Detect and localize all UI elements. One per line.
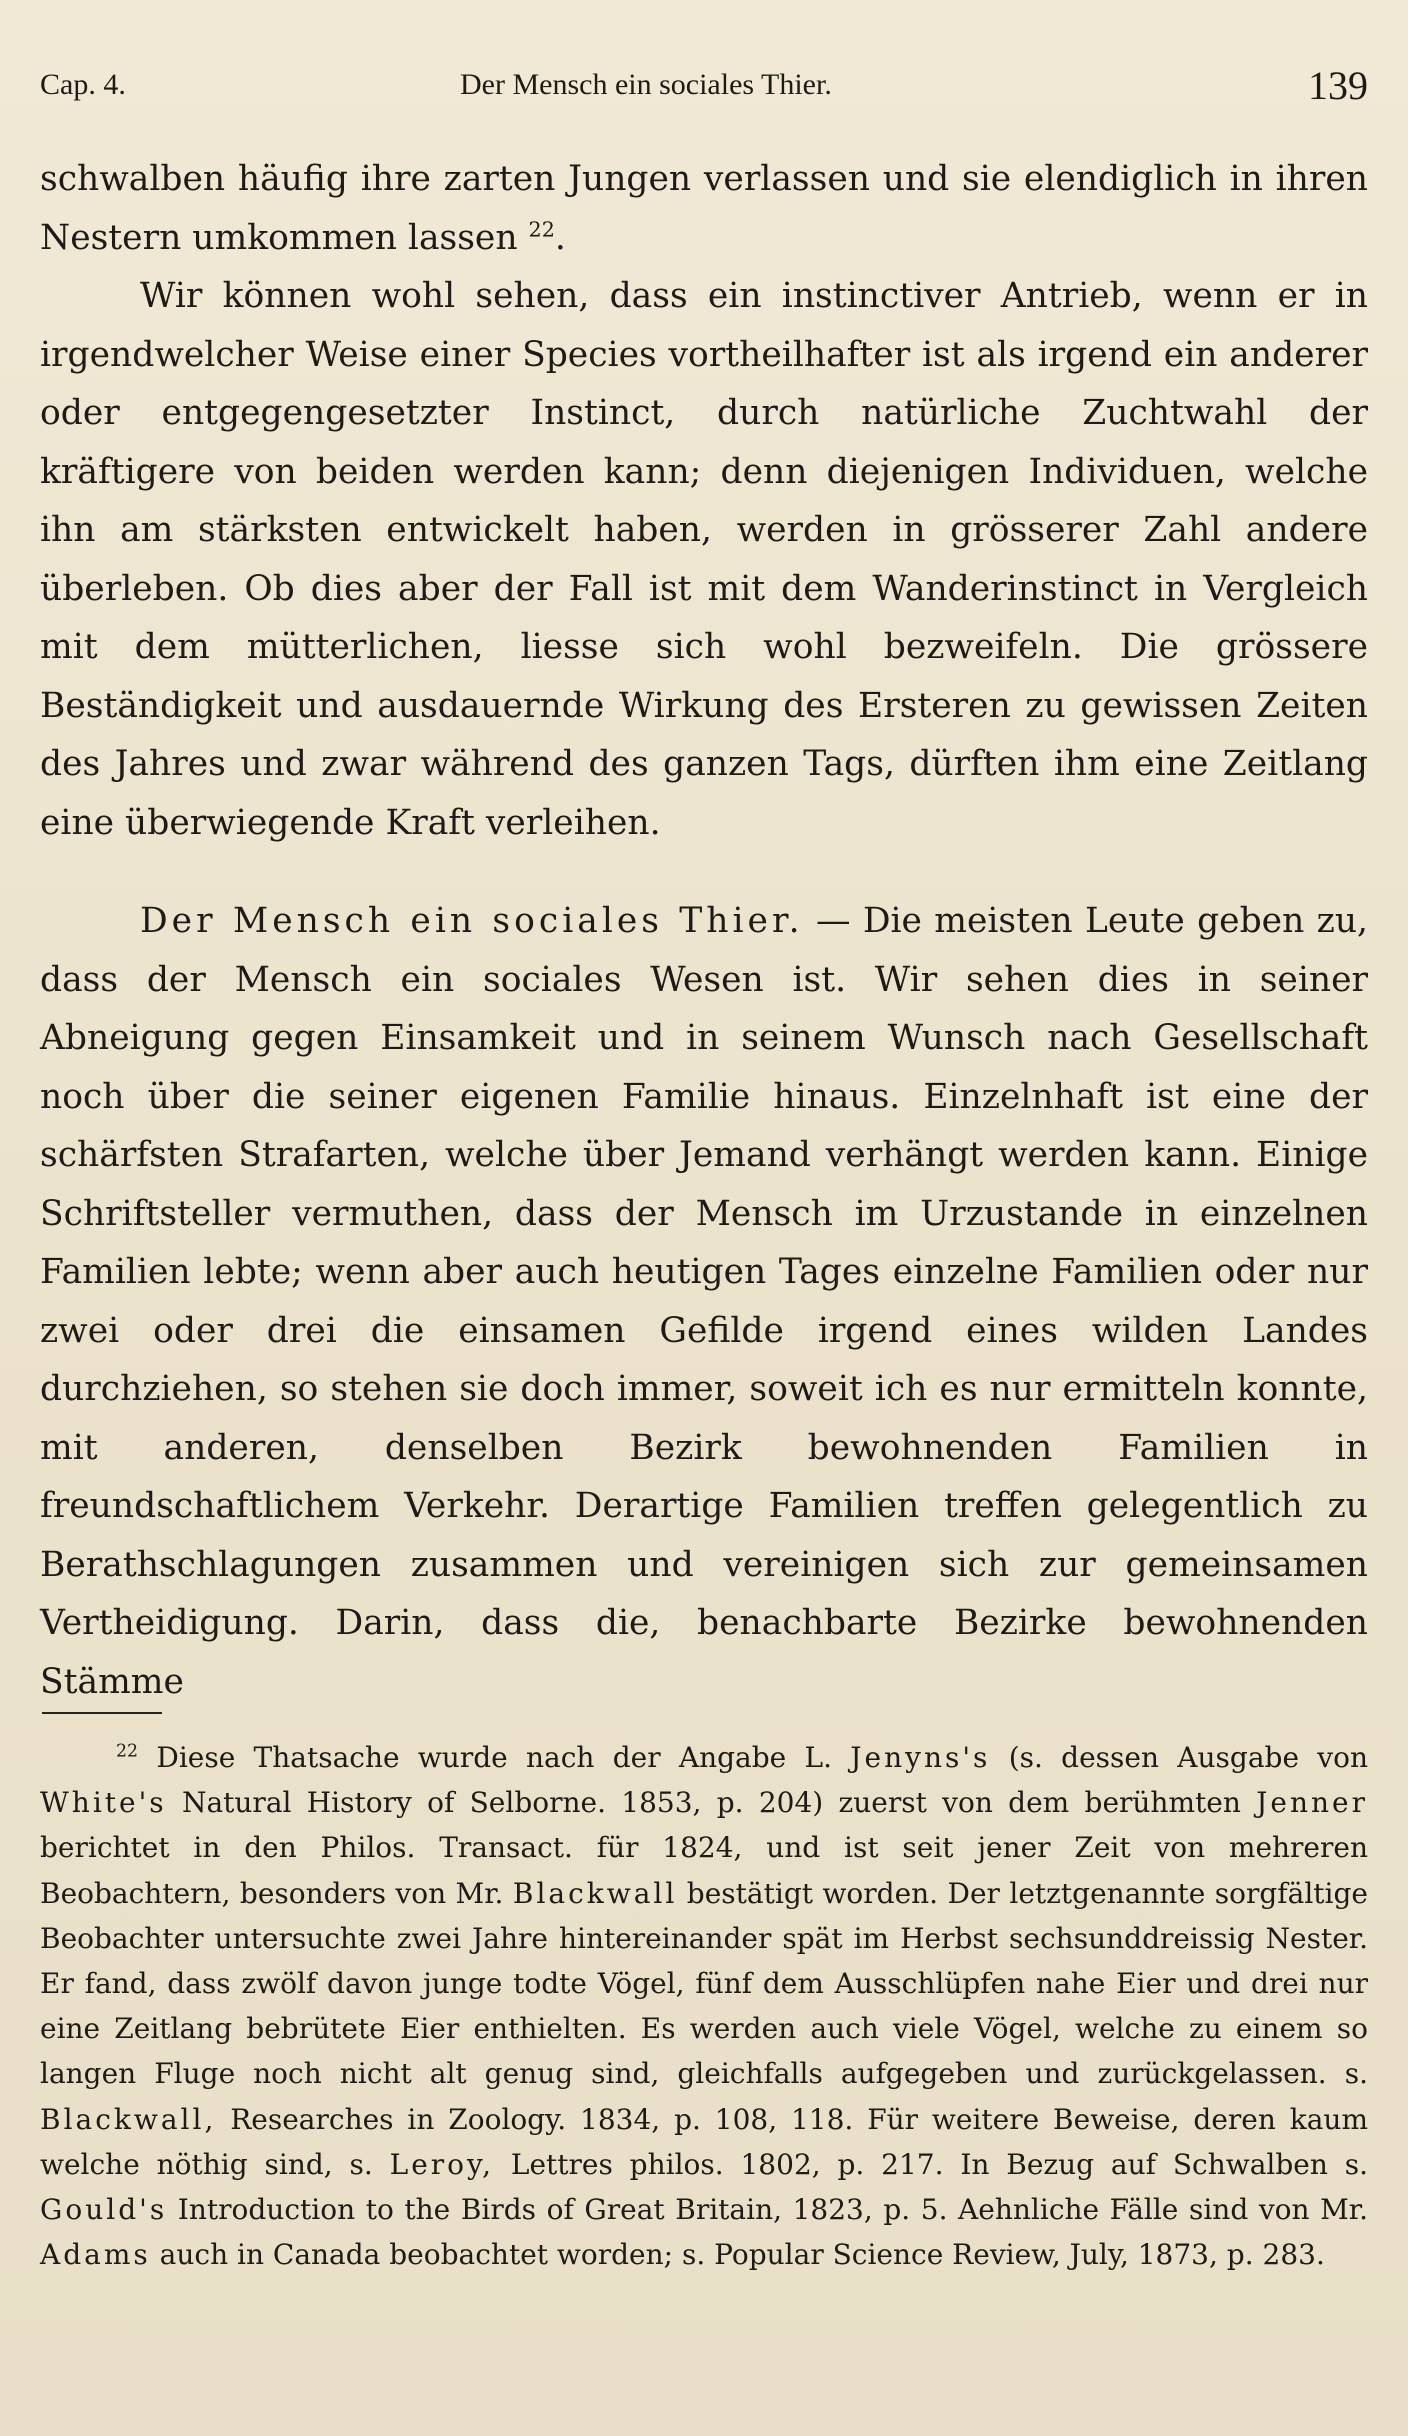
- footnote: [40, 1735, 1368, 2277]
- running-head: [40, 62, 1368, 122]
- main-text: [40, 150, 1368, 1711]
- running-title: Der Mensch ein sociales Thier.: [460, 68, 832, 101]
- author-name: Jenner: [1256, 1786, 1368, 1820]
- footnote-segment: Introduction to the Birds of Great Britain, 1823, p. 5. Aehnliche Fälle sind von Mr.: [167, 2193, 1368, 2227]
- author-name: Adams: [40, 2238, 151, 2272]
- paragraph-continuation: [40, 150, 1368, 267]
- footnote-text: [40, 1735, 1368, 2277]
- section-heading: Der Mensch ein sociales Thier.: [140, 901, 804, 941]
- footnote-segment: Natural History of Selborne. 1853, p. 204) zuerst von dem berühmten: [166, 1786, 1257, 1820]
- footnote-segment: auch in Canada beobachtet worden; s. Popular Science Review, July, 1873, p. 283.: [150, 2238, 1325, 2272]
- paragraph-text: schwalben häufig ihre zarten Jungen verlassen und sie elendiglich in ihren Nestern umkommen lassen: [40, 159, 1368, 258]
- author-name: Jenyns's: [850, 1741, 991, 1774]
- chapter-label: Cap. 4.: [40, 68, 126, 101]
- author-name: Gould's: [40, 2193, 168, 2227]
- paragraph-end: .: [554, 217, 566, 258]
- heading-dash: —: [803, 901, 863, 941]
- author-name: Blackwall,: [40, 2102, 217, 2136]
- footnote-reference: 22: [528, 217, 555, 241]
- paragraph-instinct: Wir können wohl sehen, dass ein instinctiver Antrieb, wenn er in irgendwelcher Weise einer Species vortheilhafter ist als irgend ein anderer oder entgegengesetzter Instinct, durch natürliche Zuchtwahl der kräftigere von beiden werden kann; denn diejenigen Individuen, welche ihn am stärksten entwickelt haben, werden in grösserer Zahl andere überleben. Ob dies aber der Fall ist mit dem Wanderinstinct in Vergleich mit dem mütterlichen, liesse sich wohl bezweifeln. Die grössere Beständigkeit und ausdauernde Wirkung des Ersteren zu gewissen Zeiten des Jahres und zwar während des ganzen Tags, dürften ihm eine Zeitlang eine überwiegende Kraft verleihen.: [40, 276, 1368, 843]
- paragraph-text: Die meisten Leute geben zu, dass der Mensch ein sociales Wesen ist. Wir sehen dies in seiner Abneigung gegen Einsamkeit und in seinem Wunsch nach Gesellschaft noch über die seiner eigenen Familie hinaus. Einzelnhaft ist eine der schärfsten Strafarten, welche über Jemand verhängt werden kann. Einige Schriftsteller vermuthen, dass der Mensch im Urzustande in einzelnen Familien lebte; wenn aber auch heutigen Tages einzelne Familien oder nur zwei oder drei die einsamen Gefilde irgend eines wilden Landes durchziehen, so stehen sie doch immer, soweit ich es nur ermitteln konnte, mit anderen, denselben Bezirk bewohnenden Familien in freundschaftlichem Verkehr. Derartige Familien treffen gelegentlich zu Berathschlagungen zusammen und vereinigen sich zur gemeinsamen Vertheidigung. Darin, dass die, benachbarte Bezirke bewohnenden Stämme: [40, 901, 1368, 1702]
- footnote-segment: Diese Thatsache wurde nach der Angabe L.: [138, 1741, 851, 1774]
- paragraph-social-animal: [40, 892, 1368, 1711]
- footnote-number: 22: [116, 1741, 139, 1762]
- footnote-divider: [42, 1712, 162, 1714]
- author-name: White's: [40, 1786, 167, 1820]
- author-name: Blackwall: [512, 1876, 678, 1910]
- footnote-segment: berichtet in den Philos. Transact. für 1824, und ist seit jener Zeit von mehreren Beobachtern, besonders von Mr.: [40, 1831, 1368, 1910]
- author-name: Leroy,: [389, 2147, 495, 2181]
- footnote-segment: Researches in Zoology. 1834, p. 108, 118. Für weitere Beweise, deren kaum welche nöthig sind, s.: [40, 2102, 1368, 2181]
- footnote-segment: (s. dessen Ausgabe von: [990, 1741, 1369, 1774]
- page-number: 139: [1308, 63, 1368, 108]
- footnote-segment: bestätigt worden. Der letztgenannte sorgfältige Beobachter untersuchte zwei Jahre hintereinander spät im Herbst sechsunddreissig Nester. Er fand, dass zwölf davon junge todte Vögel, fünf dem Ausschlüpfen nahe Eier und drei nur eine Zeitlang bebrütete Eier enthielten. Es werden auch viele Vögel, welche zu einem so langen Fluge noch nicht alt genug sind, gleichfalls aufgegeben und zurückgelassen. s.: [40, 1876, 1368, 2091]
- footnote-segment: Lettres philos. 1802, p. 217. In Bezug auf Schwalben s.: [494, 2147, 1368, 2181]
